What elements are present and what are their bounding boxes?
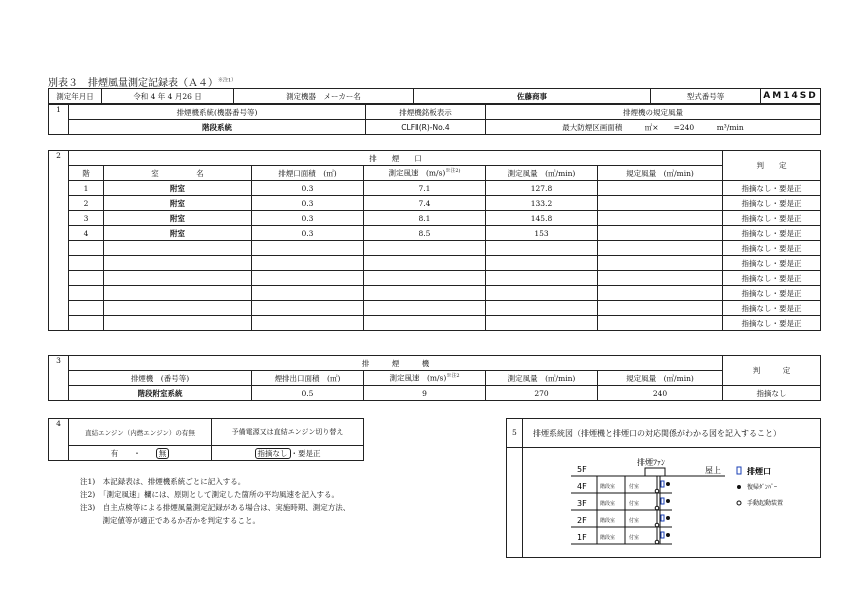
table-row: [49, 301, 821, 316]
cell-area: 0.3: [252, 181, 364, 196]
outlet-group-header: 排 煙 口: [69, 151, 723, 166]
fan-judge: 指摘なし: [723, 386, 821, 401]
cell-speed: 8.5: [364, 226, 486, 241]
cell-spec: [598, 286, 723, 301]
cell-judge: 指摘なし・要是正: [723, 286, 821, 301]
cell-spec: [598, 226, 723, 241]
section-3-table: [48, 355, 821, 401]
system-label: 排煙機系統(機器番号等): [69, 105, 366, 120]
cell-spec: [598, 211, 723, 226]
engine-no-circled: 無: [156, 448, 170, 459]
legend-manual: 手動起動装置: [747, 500, 784, 507]
col-spec: 規定風量 (㎥/min): [598, 166, 723, 181]
cell-floor: 4: [69, 226, 104, 241]
section-2-num: 2: [49, 151, 69, 331]
cell-area: 0.3: [252, 226, 364, 241]
note-3: 注3) 自主点検等による排煙風量測定記録がある場合は、実施時期、測定方法、: [80, 503, 351, 512]
cell-judge: 指摘なし・要是正: [723, 226, 821, 241]
cell-judge: 指摘なし・要是正: [723, 241, 821, 256]
model-label: 型式番号等: [651, 89, 761, 104]
judge-header: 判 定: [723, 151, 821, 181]
cell-spec: [598, 196, 723, 211]
table-row: [49, 286, 821, 301]
cell-area: [252, 286, 364, 301]
legend-manual-icon: [737, 501, 741, 505]
cell-volume: [486, 316, 598, 331]
col-volume: 測定風量 (㎥/min): [486, 166, 598, 181]
notes: [80, 475, 350, 527]
cell-volume: [486, 286, 598, 301]
date-label: 測定年月日: [49, 89, 102, 104]
table-row: [49, 196, 821, 211]
switch-label: 予備電源又は直結エンジン切り替え: [212, 419, 364, 446]
floor-1f: 1F: [577, 533, 587, 542]
floor-2f: 2F: [577, 516, 587, 525]
col-speed: 測定風速 $(m/s)^{※注2)}$: [364, 166, 486, 181]
plate-label: 排煙機銘板表示: [366, 105, 486, 120]
cell-room: [104, 241, 252, 256]
cell-speed: [364, 316, 486, 331]
table-row: [49, 271, 821, 286]
cell-area: 0.3: [252, 196, 364, 211]
table-row: [49, 316, 821, 331]
cell-floor: [69, 241, 104, 256]
legend-damper-icon: [737, 485, 741, 489]
system-diagram: [507, 447, 820, 557]
section-3-num: 3: [49, 356, 69, 401]
cell-floor: 2: [69, 196, 104, 211]
fan-judge-header: 判 定: [723, 356, 821, 386]
cell-volume: 145.8: [486, 211, 598, 226]
engine-value: 有 ・ 無: [69, 446, 212, 461]
date-value: 令和 4 年 4 月26 日: [102, 89, 234, 104]
cell-judge: 指摘なし・要是正: [723, 256, 821, 271]
cell-area: [252, 301, 364, 316]
cell-floor: 3: [69, 211, 104, 226]
cell-speed: [364, 301, 486, 316]
section-1-table: [48, 104, 821, 135]
cell-judge: 指摘なし・要是正: [723, 271, 821, 286]
fan-group-header: 排 煙 機: [69, 356, 723, 371]
legend-damper: 復帰ﾀﾞﾝﾊﾟｰ: [747, 484, 778, 491]
cell-speed: 7.4: [364, 196, 486, 211]
cell-speed: [364, 241, 486, 256]
cell-spec: [598, 271, 723, 286]
table-row: [49, 211, 821, 226]
cell-speed: [364, 256, 486, 271]
cell-spec: [598, 316, 723, 331]
room-label-3f: 付室: [629, 501, 640, 507]
section-4-table: [48, 418, 364, 461]
section-5-title: 排煙系統図（排煙機と排煙口の対応関係がわかる図を記入すること）: [533, 429, 781, 438]
fan-col-area: 煙排出口面積 (㎡): [252, 371, 364, 386]
room-label-1f: 付室: [629, 535, 640, 541]
cell-speed: 8.1: [364, 211, 486, 226]
model-value: AM14SD: [761, 89, 821, 104]
cell-room: [104, 316, 252, 331]
fan-col-spec: 規定風量 (㎥/min): [598, 371, 723, 386]
engine-label: 直結エンジン（内燃エンジン）の有無: [69, 419, 212, 446]
col-area: 排煙口面積 (㎡): [252, 166, 364, 181]
cell-speed: [364, 286, 486, 301]
table-row: [49, 226, 821, 241]
cell-floor: [69, 316, 104, 331]
fan-col-volume: 測定風量 (㎥/min): [486, 371, 598, 386]
section-1-num: 1: [49, 105, 69, 135]
note-2: 注2) 「測定風速」欄には、原則として測定した箇所の平均風速を記入する。: [80, 490, 339, 499]
cell-room: [104, 286, 252, 301]
cell-floor: 1: [69, 181, 104, 196]
document-title: 別表３ 排煙風量測定記録表（Ａ４）$^{※注1)}$: [48, 77, 237, 89]
cell-area: [252, 256, 364, 271]
cell-volume: 133.2: [486, 196, 598, 211]
col-room: 室 名: [104, 166, 252, 181]
cell-room: [104, 256, 252, 271]
switch-value: 指摘なし ・要是正: [212, 446, 364, 461]
cell-judge: 指摘なし・要是正: [723, 211, 821, 226]
fan-name: 階段附室系統: [69, 386, 252, 401]
plate-value: CLFⅡ(R)-No.4: [366, 120, 486, 135]
cell-speed: 7.1: [364, 181, 486, 196]
stair-label-4f: 階段室: [600, 484, 616, 490]
section-5-num: 5: [512, 428, 517, 437]
section-4-num: 4: [49, 419, 69, 461]
cell-area: [252, 316, 364, 331]
table-row: [49, 181, 821, 196]
floor-4f: 4F: [577, 482, 587, 491]
cell-spec: [598, 301, 723, 316]
cell-room: 附室: [104, 181, 252, 196]
stair-label-1f: 階段室: [600, 535, 616, 541]
fan-symbol: [645, 468, 665, 476]
roof-label: 屋上: [705, 466, 721, 475]
cell-area: [252, 271, 364, 286]
cell-room: 附室: [104, 211, 252, 226]
switch-ok-circled: 指摘なし: [255, 448, 291, 459]
note-4: 測定値等が適正であるか否かを判定すること。: [80, 516, 260, 525]
cell-room: [104, 271, 252, 286]
spec-value: 最大防煙区画面積 ㎡× =240 m³/min: [486, 120, 821, 135]
fan-label: 排煙ﾌｧﾝ: [637, 458, 665, 467]
cell-volume: [486, 241, 598, 256]
cell-floor: [69, 271, 104, 286]
cell-judge: 指摘なし・要是正: [723, 301, 821, 316]
table-row: [49, 256, 821, 271]
section-5-header: [507, 419, 820, 448]
fan-area: 0.5: [252, 386, 364, 401]
note-1: 注1) 本記録表は、排煙機系統ごとに記入する。: [80, 477, 246, 486]
cell-volume: [486, 301, 598, 316]
cell-area: [252, 241, 364, 256]
spec-label: 排煙機の規定風量: [486, 105, 821, 120]
fan-volume: 270: [486, 386, 598, 401]
cell-spec: [598, 256, 723, 271]
cell-volume: [486, 271, 598, 286]
cell-speed: [364, 271, 486, 286]
room-label-2f: 付室: [629, 518, 640, 524]
cell-judge: 指摘なし・要是正: [723, 196, 821, 211]
cell-spec: [598, 241, 723, 256]
col-floor: 階: [69, 166, 104, 181]
stair-label-3f: 階段室: [600, 501, 616, 507]
cell-judge: 指摘なし・要是正: [723, 316, 821, 331]
cell-volume: [486, 256, 598, 271]
legend-outlet: 排煙口: [747, 467, 771, 476]
cell-volume: 127.8: [486, 181, 598, 196]
fan-spec: 240: [598, 386, 723, 401]
floor-5f: 5F: [577, 465, 587, 474]
floor-3f: 3F: [577, 499, 587, 508]
room-label-4f: 付室: [629, 484, 640, 490]
legend-outlet-icon: [737, 467, 741, 474]
stair-label-2f: 階段室: [600, 518, 616, 524]
cell-area: 0.3: [252, 211, 364, 226]
cell-floor: [69, 301, 104, 316]
header-table: [48, 88, 821, 104]
cell-room: [104, 301, 252, 316]
cell-judge: 指摘なし・要是正: [723, 181, 821, 196]
fan-col-name: 排煙機 (番号等): [69, 371, 252, 386]
cell-floor: [69, 256, 104, 271]
cell-room: 附室: [104, 196, 252, 211]
maker-value: 佐藤商事: [414, 89, 651, 104]
table-row: [49, 241, 821, 256]
cell-spec: [598, 181, 723, 196]
section-2-table: [48, 150, 821, 331]
fan-col-speed: 測定風速 $(m/s)^{※注2}$: [364, 371, 486, 386]
cell-floor: [69, 286, 104, 301]
fan-speed: 9: [364, 386, 486, 401]
section-5-box: [506, 418, 821, 558]
cell-volume: 153: [486, 226, 598, 241]
system-value: 階段系統: [69, 120, 366, 135]
instrument-label: 測定機器 メーカー名: [234, 89, 414, 104]
cell-room: 附室: [104, 226, 252, 241]
